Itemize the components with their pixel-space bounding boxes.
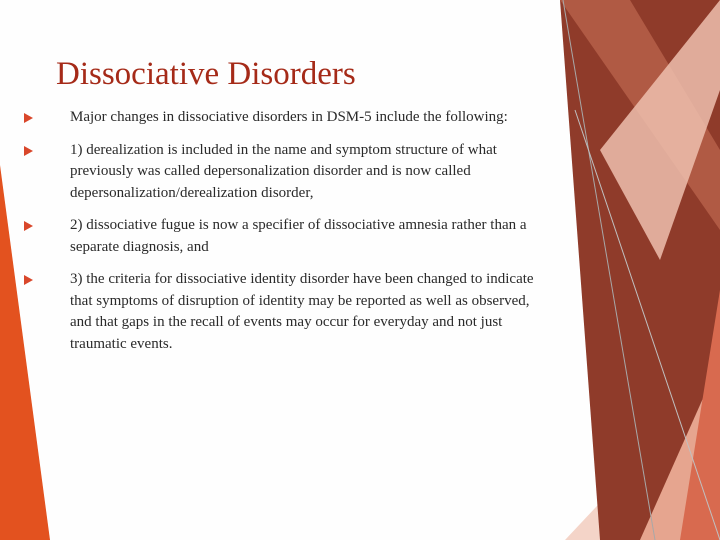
bullet-item (24, 269, 554, 355)
slide-title: Dissociative Disorders (56, 56, 356, 92)
bullet-list (24, 107, 554, 366)
triangle-bullet-icon (24, 146, 33, 156)
bullet-text: 3) the criteria for dissociative identity disorder have been changed to indicate that symptoms of disruption of identity may be reported as well as observed, and that gaps in the recall of events may occur for everyday and not just traumatic events. (70, 271, 534, 352)
triangle-bullet-icon (24, 113, 33, 123)
triangle-bullet-icon (24, 221, 33, 231)
bullet-item (24, 107, 554, 129)
triangle-bullet-icon (24, 275, 33, 285)
bullet-text: 2) dissociative fugue is now a specifier of dissociative amnesia rather than a separate diagnosis, and (70, 217, 527, 255)
bullet-text: Major changes in dissociative disorders in DSM-5 include the following: (70, 109, 508, 125)
bullet-item (24, 140, 554, 205)
bullet-item (24, 215, 554, 258)
bullet-text: 1) derealization is included in the name and symptom structure of what previously was called depersonalization disorder and is now called depersonalization/derealization disorder, (70, 141, 497, 201)
